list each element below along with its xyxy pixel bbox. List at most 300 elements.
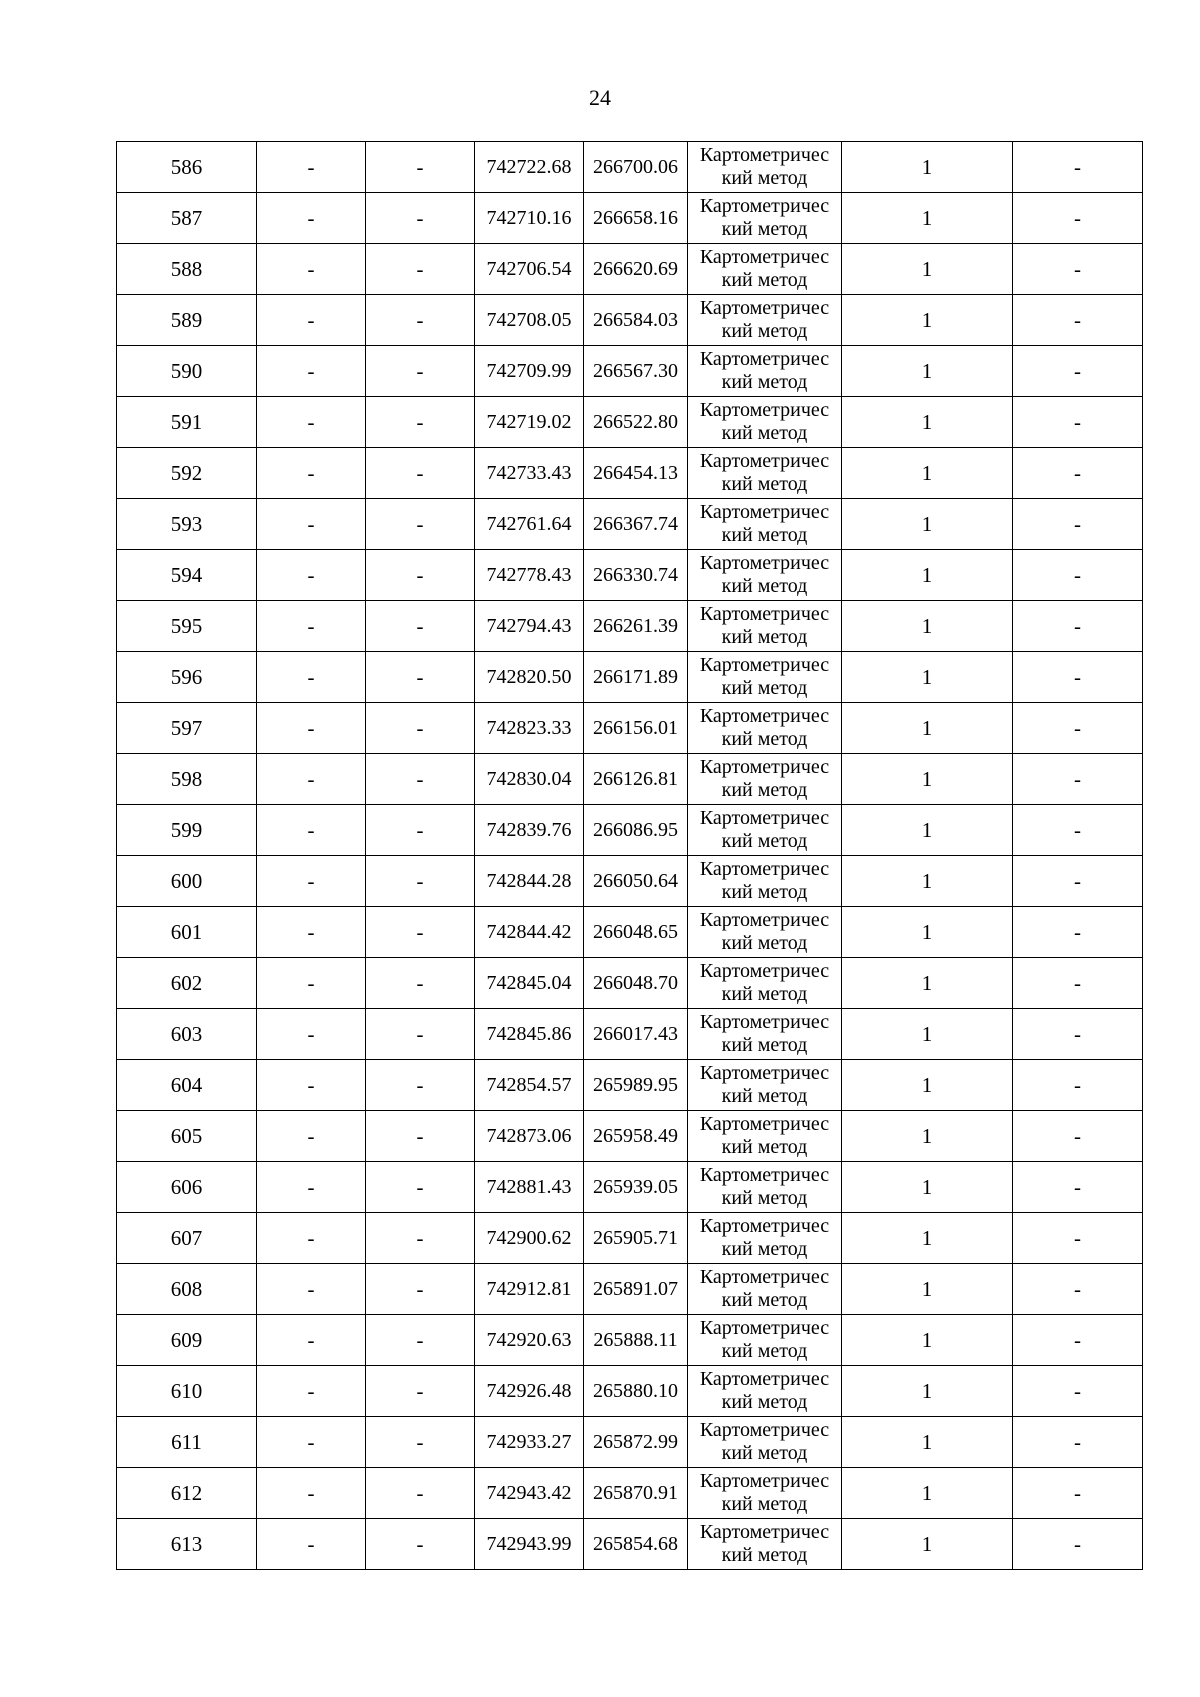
- point-number-cell: 589: [117, 295, 257, 346]
- accuracy-cell: 1: [842, 1213, 1013, 1264]
- dash-cell: -: [1013, 703, 1143, 754]
- table-body: [117, 142, 1143, 1570]
- dash-cell: -: [1013, 499, 1143, 550]
- x-coordinate-cell: 742845.86: [475, 1009, 584, 1060]
- method-text-line2: кий метод: [721, 1340, 808, 1362]
- accuracy-cell: 1: [842, 754, 1013, 805]
- method-text-line2: кий метод: [721, 524, 808, 546]
- method-text-line2: кий метод: [721, 1238, 808, 1260]
- method-text-line1: Картометричес: [699, 144, 830, 166]
- dash-cell: -: [257, 499, 366, 550]
- method-text-line2: кий метод: [721, 575, 808, 597]
- dash-cell: -: [366, 295, 475, 346]
- table-row: [117, 550, 1143, 601]
- dash-cell: -: [257, 550, 366, 601]
- x-coordinate-cell: 742794.43: [475, 601, 584, 652]
- dash-cell: -: [366, 1111, 475, 1162]
- dash-cell: -: [366, 499, 475, 550]
- dash-cell: -: [257, 907, 366, 958]
- table-row: [117, 295, 1143, 346]
- accuracy-cell: 1: [842, 346, 1013, 397]
- method-text-line2: кий метод: [721, 626, 808, 648]
- point-number-cell: 601: [117, 907, 257, 958]
- y-coordinate-cell: 266658.16: [584, 193, 688, 244]
- accuracy-cell: 1: [842, 448, 1013, 499]
- x-coordinate-cell: 742820.50: [475, 652, 584, 703]
- dash-cell: -: [257, 754, 366, 805]
- method-cell: [688, 1417, 842, 1468]
- method-text-line1: Картометричес: [699, 858, 830, 880]
- dash-cell: -: [257, 1417, 366, 1468]
- method-cell: [688, 958, 842, 1009]
- dash-cell: -: [1013, 397, 1143, 448]
- dash-cell: -: [366, 754, 475, 805]
- method-text-line1: Картометричес: [699, 1011, 830, 1033]
- x-coordinate-cell: 742719.02: [475, 397, 584, 448]
- dash-cell: -: [366, 346, 475, 397]
- dash-cell: -: [366, 1213, 475, 1264]
- point-number-cell: 595: [117, 601, 257, 652]
- method-cell: [688, 550, 842, 601]
- point-number-cell: 592: [117, 448, 257, 499]
- accuracy-cell: 1: [842, 907, 1013, 958]
- method-text-line2: кий метод: [721, 983, 808, 1005]
- dash-cell: -: [1013, 601, 1143, 652]
- x-coordinate-cell: 742733.43: [475, 448, 584, 499]
- point-number-cell: 611: [117, 1417, 257, 1468]
- x-coordinate-cell: 742900.62: [475, 1213, 584, 1264]
- method-cell: [688, 295, 842, 346]
- table-row: [117, 805, 1143, 856]
- method-text-line1: Картометричес: [699, 1164, 830, 1186]
- accuracy-cell: 1: [842, 1162, 1013, 1213]
- dash-cell: -: [1013, 856, 1143, 907]
- table-row: [117, 1111, 1143, 1162]
- table-row: [117, 244, 1143, 295]
- method-cell: [688, 856, 842, 907]
- method-text-line2: кий метод: [721, 677, 808, 699]
- dash-cell: -: [257, 1009, 366, 1060]
- method-cell: [688, 1366, 842, 1417]
- method-text-line1: Картометричес: [699, 1368, 830, 1390]
- dash-cell: -: [366, 1468, 475, 1519]
- dash-cell: -: [1013, 550, 1143, 601]
- method-text-line1: Картометричес: [699, 1062, 830, 1084]
- method-text-line1: Картометричес: [699, 654, 830, 676]
- method-text-line1: Картометричес: [699, 297, 830, 319]
- accuracy-cell: 1: [842, 244, 1013, 295]
- method-text-line2: кий метод: [721, 1544, 808, 1566]
- dash-cell: -: [257, 1213, 366, 1264]
- x-coordinate-cell: 742845.04: [475, 958, 584, 1009]
- dash-cell: -: [257, 958, 366, 1009]
- method-cell: [688, 397, 842, 448]
- method-text-line2: кий метод: [721, 1034, 808, 1056]
- y-coordinate-cell: 266700.06: [584, 142, 688, 193]
- dash-cell: -: [1013, 1162, 1143, 1213]
- table-row: [117, 1417, 1143, 1468]
- point-number-cell: 602: [117, 958, 257, 1009]
- accuracy-cell: 1: [842, 1315, 1013, 1366]
- y-coordinate-cell: 266156.01: [584, 703, 688, 754]
- point-number-cell: 607: [117, 1213, 257, 1264]
- dash-cell: -: [1013, 1060, 1143, 1111]
- point-number-cell: 610: [117, 1366, 257, 1417]
- point-number-cell: 596: [117, 652, 257, 703]
- dash-cell: -: [366, 1315, 475, 1366]
- method-cell: [688, 601, 842, 652]
- method-text-line2: кий метод: [721, 779, 808, 801]
- table-row: [117, 1519, 1143, 1570]
- method-text-line1: Картометричес: [699, 1470, 830, 1492]
- dash-cell: -: [257, 448, 366, 499]
- table-row: [117, 1162, 1143, 1213]
- method-cell: [688, 1519, 842, 1570]
- point-number-cell: 608: [117, 1264, 257, 1315]
- table-row: [117, 703, 1143, 754]
- method-cell: [688, 1468, 842, 1519]
- dash-cell: -: [257, 1366, 366, 1417]
- method-cell: [688, 1264, 842, 1315]
- method-cell: [688, 193, 842, 244]
- dash-cell: -: [257, 244, 366, 295]
- table-row: [117, 1468, 1143, 1519]
- x-coordinate-cell: 742708.05: [475, 295, 584, 346]
- method-text-line2: кий метод: [721, 1493, 808, 1515]
- method-text-line2: кий метод: [721, 1085, 808, 1107]
- x-coordinate-cell: 742706.54: [475, 244, 584, 295]
- x-coordinate-cell: 742933.27: [475, 1417, 584, 1468]
- dash-cell: -: [1013, 295, 1143, 346]
- y-coordinate-cell: 266171.89: [584, 652, 688, 703]
- dash-cell: -: [366, 1366, 475, 1417]
- y-coordinate-cell: 266454.13: [584, 448, 688, 499]
- x-coordinate-cell: 742943.42: [475, 1468, 584, 1519]
- accuracy-cell: 1: [842, 1417, 1013, 1468]
- point-number-cell: 609: [117, 1315, 257, 1366]
- dash-cell: -: [366, 601, 475, 652]
- method-text-line2: кий метод: [721, 269, 808, 291]
- dash-cell: -: [1013, 1264, 1143, 1315]
- dash-cell: -: [366, 907, 475, 958]
- y-coordinate-cell: 266567.30: [584, 346, 688, 397]
- point-number-cell: 599: [117, 805, 257, 856]
- y-coordinate-cell: 265891.07: [584, 1264, 688, 1315]
- y-coordinate-cell: 265989.95: [584, 1060, 688, 1111]
- method-text-line2: кий метод: [721, 218, 808, 240]
- y-coordinate-cell: 265939.05: [584, 1162, 688, 1213]
- dash-cell: -: [1013, 1111, 1143, 1162]
- point-number-cell: 604: [117, 1060, 257, 1111]
- dash-cell: -: [257, 1162, 366, 1213]
- dash-cell: -: [366, 958, 475, 1009]
- point-number-cell: 587: [117, 193, 257, 244]
- x-coordinate-cell: 742912.81: [475, 1264, 584, 1315]
- dash-cell: -: [257, 346, 366, 397]
- method-cell: [688, 1009, 842, 1060]
- dash-cell: -: [1013, 1213, 1143, 1264]
- point-number-cell: 598: [117, 754, 257, 805]
- point-number-cell: 594: [117, 550, 257, 601]
- method-text-line1: Картометричес: [699, 450, 830, 472]
- accuracy-cell: 1: [842, 193, 1013, 244]
- dash-cell: -: [257, 193, 366, 244]
- method-text-line1: Картометричес: [699, 909, 830, 931]
- accuracy-cell: 1: [842, 1519, 1013, 1570]
- accuracy-cell: 1: [842, 499, 1013, 550]
- dash-cell: -: [366, 397, 475, 448]
- method-text-line2: кий метод: [721, 1289, 808, 1311]
- method-text-line1: Картометричес: [699, 960, 830, 982]
- dash-cell: -: [366, 142, 475, 193]
- accuracy-cell: 1: [842, 1366, 1013, 1417]
- x-coordinate-cell: 742920.63: [475, 1315, 584, 1366]
- method-cell: [688, 754, 842, 805]
- method-text-line2: кий метод: [721, 473, 808, 495]
- point-number-cell: 603: [117, 1009, 257, 1060]
- dash-cell: -: [257, 295, 366, 346]
- method-text-line1: Картометричес: [699, 756, 830, 778]
- point-number-cell: 597: [117, 703, 257, 754]
- x-coordinate-cell: 742873.06: [475, 1111, 584, 1162]
- dash-cell: -: [366, 193, 475, 244]
- method-text-line1: Картометричес: [699, 501, 830, 523]
- x-coordinate-cell: 742926.48: [475, 1366, 584, 1417]
- accuracy-cell: 1: [842, 397, 1013, 448]
- y-coordinate-cell: 266584.03: [584, 295, 688, 346]
- method-cell: [688, 499, 842, 550]
- point-number-cell: 591: [117, 397, 257, 448]
- y-coordinate-cell: 266522.80: [584, 397, 688, 448]
- accuracy-cell: 1: [842, 295, 1013, 346]
- point-number-cell: 612: [117, 1468, 257, 1519]
- x-coordinate-cell: 742823.33: [475, 703, 584, 754]
- y-coordinate-cell: 266017.43: [584, 1009, 688, 1060]
- point-number-cell: 590: [117, 346, 257, 397]
- y-coordinate-cell: 266050.64: [584, 856, 688, 907]
- dash-cell: -: [1013, 244, 1143, 295]
- method-cell: [688, 142, 842, 193]
- dash-cell: -: [257, 856, 366, 907]
- x-coordinate-cell: 742778.43: [475, 550, 584, 601]
- method-text-line2: кий метод: [721, 422, 808, 444]
- dash-cell: -: [366, 856, 475, 907]
- method-text-line2: кий метод: [721, 1187, 808, 1209]
- dash-cell: -: [257, 652, 366, 703]
- y-coordinate-cell: 266086.95: [584, 805, 688, 856]
- method-text-line2: кий метод: [721, 881, 808, 903]
- point-number-cell: 613: [117, 1519, 257, 1570]
- table-row: [117, 193, 1143, 244]
- dash-cell: -: [1013, 907, 1143, 958]
- y-coordinate-cell: 265854.68: [584, 1519, 688, 1570]
- dash-cell: -: [257, 805, 366, 856]
- accuracy-cell: 1: [842, 550, 1013, 601]
- table-row: [117, 958, 1143, 1009]
- y-coordinate-cell: 265872.99: [584, 1417, 688, 1468]
- method-text-line2: кий метод: [721, 167, 808, 189]
- accuracy-cell: 1: [842, 652, 1013, 703]
- method-text-line1: Картометричес: [699, 1113, 830, 1135]
- method-cell: [688, 448, 842, 499]
- dash-cell: -: [1013, 958, 1143, 1009]
- y-coordinate-cell: 265870.91: [584, 1468, 688, 1519]
- method-text-line1: Картометричес: [699, 399, 830, 421]
- dash-cell: -: [366, 1060, 475, 1111]
- y-coordinate-cell: 266261.39: [584, 601, 688, 652]
- method-text-line2: кий метод: [721, 830, 808, 852]
- x-coordinate-cell: 742881.43: [475, 1162, 584, 1213]
- accuracy-cell: 1: [842, 601, 1013, 652]
- y-coordinate-cell: 266048.70: [584, 958, 688, 1009]
- dash-cell: -: [366, 1162, 475, 1213]
- dash-cell: -: [1013, 193, 1143, 244]
- method-text-line1: Картометричес: [699, 705, 830, 727]
- dash-cell: -: [257, 397, 366, 448]
- dash-cell: -: [257, 1060, 366, 1111]
- dash-cell: -: [1013, 1009, 1143, 1060]
- dash-cell: -: [366, 1264, 475, 1315]
- dash-cell: -: [1013, 754, 1143, 805]
- table-row: [117, 397, 1143, 448]
- dash-cell: -: [366, 1417, 475, 1468]
- x-coordinate-cell: 742722.68: [475, 142, 584, 193]
- point-number-cell: 605: [117, 1111, 257, 1162]
- x-coordinate-cell: 742761.64: [475, 499, 584, 550]
- y-coordinate-cell: 265958.49: [584, 1111, 688, 1162]
- dash-cell: -: [1013, 652, 1143, 703]
- dash-cell: -: [1013, 346, 1143, 397]
- method-text-line2: кий метод: [721, 320, 808, 342]
- method-text-line1: Картометричес: [699, 1215, 830, 1237]
- method-cell: [688, 1162, 842, 1213]
- dash-cell: -: [257, 601, 366, 652]
- table-row: [117, 1315, 1143, 1366]
- dash-cell: -: [366, 1519, 475, 1570]
- point-number-cell: 606: [117, 1162, 257, 1213]
- method-text-line2: кий метод: [721, 1391, 808, 1413]
- dash-cell: -: [257, 1111, 366, 1162]
- table-row: [117, 142, 1143, 193]
- point-number-cell: 586: [117, 142, 257, 193]
- method-text-line1: Картометричес: [699, 246, 830, 268]
- dash-cell: -: [257, 703, 366, 754]
- dash-cell: -: [1013, 1468, 1143, 1519]
- table-row: [117, 1060, 1143, 1111]
- table-row: [117, 1366, 1143, 1417]
- x-coordinate-cell: 742844.42: [475, 907, 584, 958]
- x-coordinate-cell: 742709.99: [475, 346, 584, 397]
- method-cell: [688, 1060, 842, 1111]
- method-cell: [688, 1213, 842, 1264]
- dash-cell: -: [366, 550, 475, 601]
- method-cell: [688, 1315, 842, 1366]
- y-coordinate-cell: 265888.11: [584, 1315, 688, 1366]
- coordinates-table: [116, 141, 1143, 1570]
- method-cell: [688, 652, 842, 703]
- method-cell: [688, 346, 842, 397]
- accuracy-cell: 1: [842, 1468, 1013, 1519]
- accuracy-cell: 1: [842, 1111, 1013, 1162]
- dash-cell: -: [257, 1468, 366, 1519]
- accuracy-cell: 1: [842, 958, 1013, 1009]
- accuracy-cell: 1: [842, 856, 1013, 907]
- method-cell: [688, 907, 842, 958]
- method-text-line1: Картометричес: [699, 348, 830, 370]
- method-text-line2: кий метод: [721, 728, 808, 750]
- dash-cell: -: [1013, 805, 1143, 856]
- method-text-line2: кий метод: [721, 1136, 808, 1158]
- y-coordinate-cell: 266330.74: [584, 550, 688, 601]
- table-row: [117, 856, 1143, 907]
- table-row: [117, 754, 1143, 805]
- method-cell: [688, 1111, 842, 1162]
- method-cell: [688, 805, 842, 856]
- dash-cell: -: [257, 1519, 366, 1570]
- method-text-line1: Картометричес: [699, 603, 830, 625]
- method-text-line1: Картометричес: [699, 1419, 830, 1441]
- y-coordinate-cell: 265905.71: [584, 1213, 688, 1264]
- table-row: [117, 1009, 1143, 1060]
- method-text-line1: Картометричес: [699, 552, 830, 574]
- dash-cell: -: [1013, 1519, 1143, 1570]
- page-number: 24: [589, 85, 611, 110]
- table-row: [117, 448, 1143, 499]
- y-coordinate-cell: 265880.10: [584, 1366, 688, 1417]
- x-coordinate-cell: 742943.99: [475, 1519, 584, 1570]
- dash-cell: -: [366, 1009, 475, 1060]
- x-coordinate-cell: 742844.28: [475, 856, 584, 907]
- dash-cell: -: [257, 1315, 366, 1366]
- accuracy-cell: 1: [842, 703, 1013, 754]
- table-row: [117, 652, 1143, 703]
- table-row: [117, 346, 1143, 397]
- method-text-line1: Картометричес: [699, 195, 830, 217]
- accuracy-cell: 1: [842, 1009, 1013, 1060]
- method-cell: [688, 244, 842, 295]
- accuracy-cell: 1: [842, 1060, 1013, 1111]
- table-row: [117, 907, 1143, 958]
- method-cell: [688, 703, 842, 754]
- y-coordinate-cell: 266620.69: [584, 244, 688, 295]
- x-coordinate-cell: 742830.04: [475, 754, 584, 805]
- method-text-line2: кий метод: [721, 371, 808, 393]
- table-row: [117, 1264, 1143, 1315]
- accuracy-cell: 1: [842, 805, 1013, 856]
- y-coordinate-cell: 266048.65: [584, 907, 688, 958]
- point-number-cell: 593: [117, 499, 257, 550]
- y-coordinate-cell: 266367.74: [584, 499, 688, 550]
- dash-cell: -: [366, 448, 475, 499]
- dash-cell: -: [1013, 1366, 1143, 1417]
- accuracy-cell: 1: [842, 1264, 1013, 1315]
- method-text-line2: кий метод: [721, 1442, 808, 1464]
- method-text-line1: Картометричес: [699, 1521, 830, 1543]
- table-row: [117, 499, 1143, 550]
- accuracy-cell: 1: [842, 142, 1013, 193]
- x-coordinate-cell: 742854.57: [475, 1060, 584, 1111]
- dash-cell: -: [1013, 1417, 1143, 1468]
- dash-cell: -: [366, 652, 475, 703]
- y-coordinate-cell: 266126.81: [584, 754, 688, 805]
- point-number-cell: 600: [117, 856, 257, 907]
- table-row: [117, 1213, 1143, 1264]
- method-text-line2: кий метод: [721, 932, 808, 954]
- x-coordinate-cell: 742710.16: [475, 193, 584, 244]
- dash-cell: -: [366, 244, 475, 295]
- x-coordinate-cell: 742839.76: [475, 805, 584, 856]
- dash-cell: -: [366, 805, 475, 856]
